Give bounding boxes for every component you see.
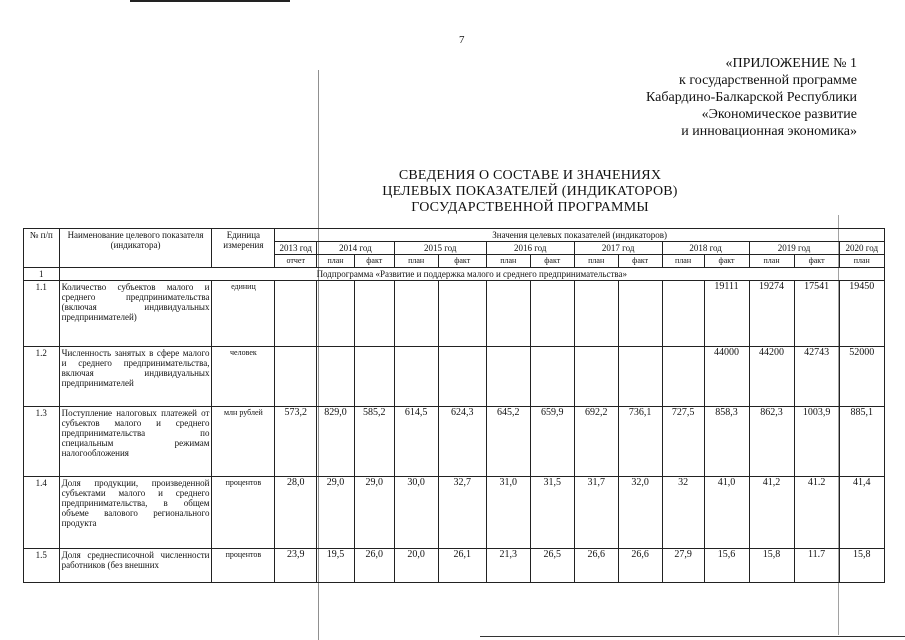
- value-cell: [438, 281, 486, 347]
- value-cell: [354, 347, 394, 407]
- value-cell: [618, 347, 662, 407]
- value-cell: 30,0: [394, 477, 438, 549]
- value-cell: [438, 347, 486, 407]
- sub-plan: план: [839, 255, 884, 268]
- year-2020: 2020 год: [839, 242, 884, 255]
- value-cell: 41,2: [749, 477, 794, 549]
- value-cell: [354, 281, 394, 347]
- value-cell: [317, 347, 355, 407]
- header-values: Значения целевых показателей (индикаторов): [275, 229, 885, 242]
- appendix-block: [646, 55, 857, 140]
- sub-fact: факт: [354, 255, 394, 268]
- value-cell: 692,2: [574, 407, 618, 477]
- value-cell: 29,0: [317, 477, 355, 549]
- document-title: [300, 168, 760, 216]
- indicator-name: Поступление налоговых платежей от субъектов малого и среднего предпринимательства по специальным режимам налогообложения: [59, 407, 212, 477]
- indicator-name: Доля продукции, произведенной субъектами малого и среднего предпринимательства, в общем объеме валового регионального продукта: [59, 477, 212, 549]
- scan-artifact-bottom: [480, 636, 905, 637]
- value-cell: [486, 281, 530, 347]
- value-cell: [394, 281, 438, 347]
- table-row: [24, 477, 885, 549]
- value-cell: [394, 347, 438, 407]
- value-cell: 41.2: [794, 477, 839, 549]
- value-cell: [275, 347, 317, 407]
- value-cell: 42743: [794, 347, 839, 407]
- table-body: [24, 281, 885, 583]
- value-cell: [574, 347, 618, 407]
- value-cell: [662, 347, 704, 407]
- appendix-line: «ПРИЛОЖЕНИЕ № 1: [725, 56, 857, 71]
- header-name: Наименование целевого показателя (индикатора): [59, 229, 212, 268]
- sub-plan: план: [574, 255, 618, 268]
- indicator-name: Количество субъектов малого и среднего предпринимательства (включая индивидуальных предпринимателей): [59, 281, 212, 347]
- value-cell: 858,3: [704, 407, 749, 477]
- value-cell: 41,0: [704, 477, 749, 549]
- value-cell: 624,3: [438, 407, 486, 477]
- table-row: [24, 347, 885, 407]
- value-cell: [530, 281, 574, 347]
- value-cell: 26,0: [354, 549, 394, 583]
- value-cell: 32: [662, 477, 704, 549]
- scan-artifact-top: [130, 0, 290, 2]
- value-cell: 736,1: [618, 407, 662, 477]
- year-2017: 2017 год: [574, 242, 662, 255]
- sub-report: отчет: [275, 255, 317, 268]
- subprogram-row: [24, 268, 885, 281]
- value-cell: 15,8: [749, 549, 794, 583]
- table-row: [24, 281, 885, 347]
- value-cell: 31,0: [486, 477, 530, 549]
- value-cell: 26,5: [530, 549, 574, 583]
- value-cell: 31,5: [530, 477, 574, 549]
- value-cell: 885,1: [839, 407, 884, 477]
- year-2019: 2019 год: [749, 242, 839, 255]
- value-cell: 645,2: [486, 407, 530, 477]
- sub-fact: факт: [794, 255, 839, 268]
- sub-fact: факт: [704, 255, 749, 268]
- row-number: 1.2: [24, 347, 60, 407]
- header-unit: Единица измерения: [212, 229, 275, 268]
- subprogram-index: 1: [24, 268, 60, 281]
- header-no: № п/п: [24, 229, 60, 268]
- table-row: [24, 549, 885, 583]
- appendix-line: «Экономическое развитие: [701, 107, 857, 122]
- row-number: 1.1: [24, 281, 60, 347]
- unit-cell: человек: [212, 347, 275, 407]
- row-number: 1.4: [24, 477, 60, 549]
- year-2014: 2014 год: [317, 242, 394, 255]
- value-cell: 31,7: [574, 477, 618, 549]
- value-cell: [486, 347, 530, 407]
- value-cell: 41,4: [839, 477, 884, 549]
- value-cell: 23,9: [275, 549, 317, 583]
- value-cell: 32,7: [438, 477, 486, 549]
- year-2018: 2018 год: [662, 242, 749, 255]
- title-line: ЦЕЛЕВЫХ ПОКАЗАТЕЛЕЙ (ИНДИКАТОРОВ): [382, 184, 678, 199]
- value-cell: 19450: [839, 281, 884, 347]
- value-cell: 11.7: [794, 549, 839, 583]
- indicator-name: Доля среднесписочной численности работников (без внешних: [59, 549, 212, 583]
- year-2013: 2013 год: [275, 242, 317, 255]
- value-cell: 26,6: [618, 549, 662, 583]
- value-cell: [662, 281, 704, 347]
- unit-cell: млн рублей: [212, 407, 275, 477]
- value-cell: 21,3: [486, 549, 530, 583]
- sub-plan: план: [749, 255, 794, 268]
- sub-plan: план: [662, 255, 704, 268]
- value-cell: 573,2: [275, 407, 317, 477]
- appendix-line: к государственной программе: [679, 73, 857, 88]
- value-cell: 28,0: [275, 477, 317, 549]
- value-cell: 659,9: [530, 407, 574, 477]
- subprogram-title: Подпрограмма «Развитие и поддержка малого и среднего предпринимательства»: [59, 268, 884, 281]
- value-cell: [618, 281, 662, 347]
- unit-cell: единиц: [212, 281, 275, 347]
- row-number: 1.5: [24, 549, 60, 583]
- table-row: [24, 407, 885, 477]
- value-cell: 1003,9: [794, 407, 839, 477]
- sub-fact: факт: [618, 255, 662, 268]
- sub-fact: факт: [530, 255, 574, 268]
- value-cell: 829,0: [317, 407, 355, 477]
- title-line: СВЕДЕНИЯ О СОСТАВЕ И ЗНАЧЕНИЯХ: [398, 168, 662, 183]
- value-cell: 19111: [704, 281, 749, 347]
- value-cell: 26,1: [438, 549, 486, 583]
- value-cell: [275, 281, 317, 347]
- value-cell: 29,0: [354, 477, 394, 549]
- value-cell: 32,0: [618, 477, 662, 549]
- indicator-name: Численность занятых в сфере малого и среднего предпринимательства, включая индивидуальных предпринимателей: [59, 347, 212, 407]
- value-cell: 17541: [794, 281, 839, 347]
- value-cell: 27,9: [662, 549, 704, 583]
- unit-cell: процентов: [212, 477, 275, 549]
- value-cell: 585,2: [354, 407, 394, 477]
- value-cell: [317, 281, 355, 347]
- value-cell: 727,5: [662, 407, 704, 477]
- value-cell: 44000: [704, 347, 749, 407]
- row-number: 1.3: [24, 407, 60, 477]
- appendix-line: и инновационная экономика»: [681, 124, 857, 139]
- appendix-line: Кабардино-Балкарской Республики: [646, 90, 857, 105]
- value-cell: 52000: [839, 347, 884, 407]
- value-cell: 15,6: [704, 549, 749, 583]
- unit-cell: процентов: [212, 549, 275, 583]
- value-cell: 15,8: [839, 549, 884, 583]
- indicators-table: [23, 228, 885, 583]
- sub-fact: факт: [438, 255, 486, 268]
- sub-plan: план: [317, 255, 355, 268]
- page-number: 7: [459, 34, 465, 46]
- value-cell: [530, 347, 574, 407]
- value-cell: 19274: [749, 281, 794, 347]
- value-cell: 614,5: [394, 407, 438, 477]
- value-cell: 26,6: [574, 549, 618, 583]
- value-cell: 862,3: [749, 407, 794, 477]
- header-row: [24, 229, 885, 242]
- year-2016: 2016 год: [486, 242, 574, 255]
- sub-plan: план: [486, 255, 530, 268]
- value-cell: [574, 281, 618, 347]
- sub-plan: план: [394, 255, 438, 268]
- year-2015: 2015 год: [394, 242, 486, 255]
- title-line: ГОСУДАРСТВЕННОЙ ПРОГРАММЫ: [411, 200, 649, 215]
- value-cell: 19,5: [317, 549, 355, 583]
- value-cell: 20,0: [394, 549, 438, 583]
- value-cell: 44200: [749, 347, 794, 407]
